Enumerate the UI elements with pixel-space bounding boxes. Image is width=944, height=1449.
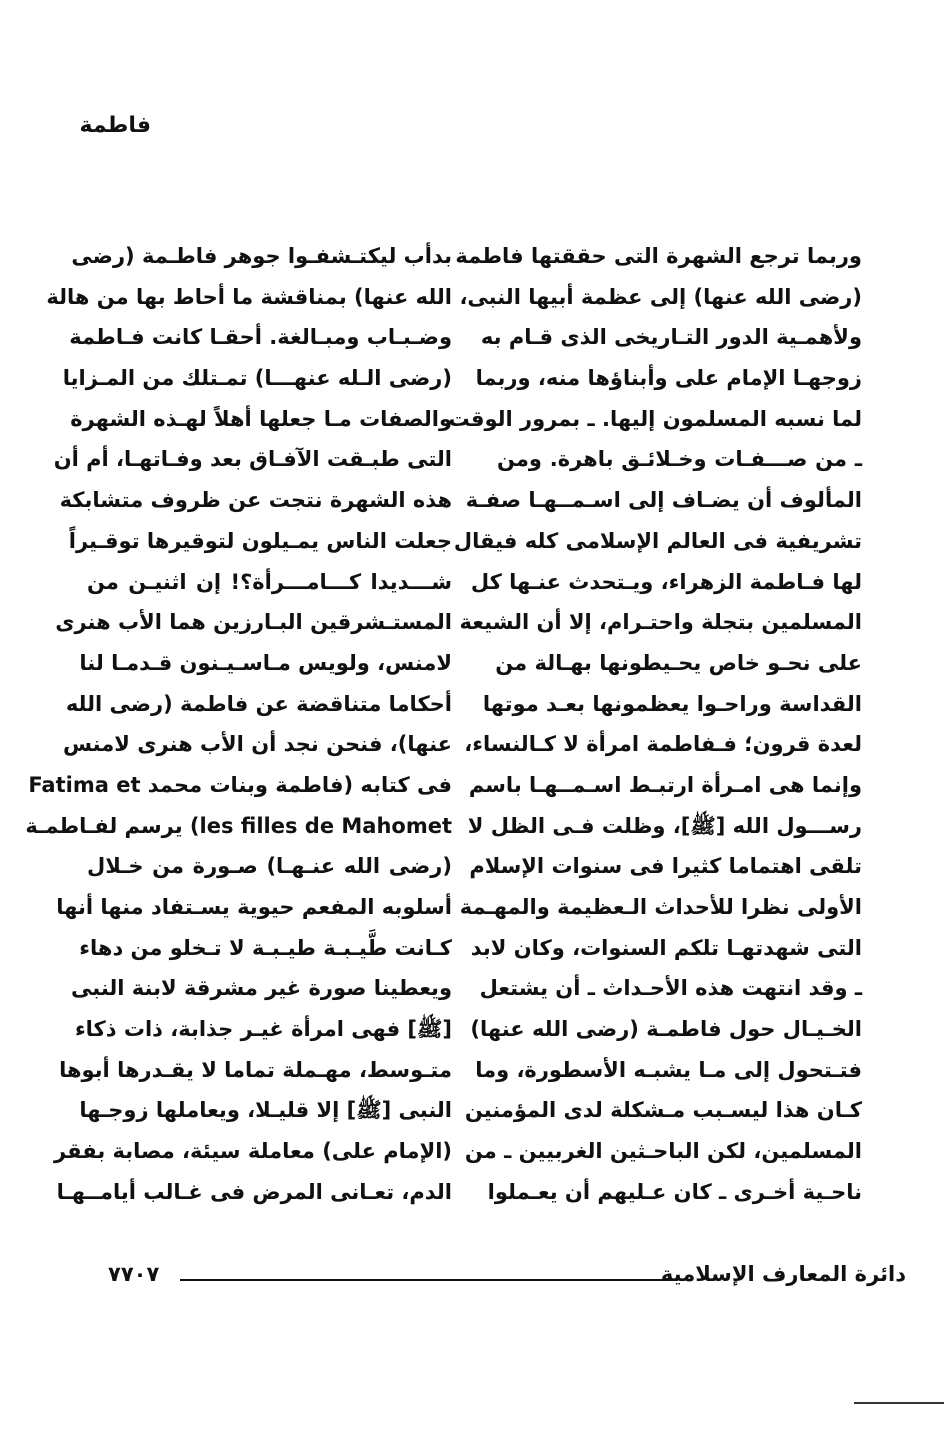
text-line: الله عنها) بمناقشة ما أحاط بها من هالة — [46, 284, 452, 309]
text-line: تشريفية فى العالم الإسلامى كله فيقال — [453, 528, 862, 553]
text-line: (رضى الله عنـهـا) صـورة من خـلال — [87, 854, 452, 879]
text-line: المسلمين بتجلة واحتـرام، إلا أن الشيعة — [459, 610, 862, 635]
text-line: زوجهـا الإمام على وأبناؤها منه، وربما — [475, 366, 862, 391]
footer-title: دائرة المعارف الإسلامية — [660, 1262, 906, 1286]
text-line: على نحـو خاص يحـيطونها بهـالة من — [495, 650, 862, 675]
text-line: فى كتابه (فاطمة وبنات محمد Fatima et — [28, 772, 452, 797]
text-line: فتـتحول إلى مـا يشبـه الأسطورة، وما — [475, 1057, 862, 1082]
text-line: بدأب ليكتـشفـوا جوهر فاطـمة (رضى — [71, 244, 452, 268]
text-line: لامنس، ولويس مـاسـيـنون قـدمـا لنا — [79, 650, 452, 675]
text-line: ولأهمـية الدور التـاريخى الذى قـام به — [480, 325, 862, 350]
text-line: النبى [ﷺ] إلا قليـلا، ويعاملها زوجـها — [79, 1098, 452, 1123]
text-line: لها فـاطمة الزهراء، ويـتحدث عنـها كل — [470, 569, 862, 594]
text-line: ويعطينا صورة غير مشرقة لابنة النبى — [71, 976, 452, 1001]
text-line: وربما ترجع الشهرة التى حققتها فاطمة — [455, 244, 862, 268]
text-line: عنها)، فنحن نجد أن الأب هنرى لامنس — [62, 732, 452, 757]
text-line: ناحـية أخـرى ـ كان عـليهم أن يعـملوا — [487, 1179, 862, 1204]
text-line: [ﷺ] فهى امرأة غيـر جذابة، ذات ذكاء — [74, 1017, 452, 1042]
text-line: والصفات مـا جعلها أهلاً لهـذه الشهرة — [70, 406, 452, 431]
text-line: وإنما هى امـرأة ارتبـط اسـمــهـا باسم — [468, 772, 862, 797]
text-line: أحكاما متناقضة عن فاطمة (رضى الله — [65, 691, 452, 716]
text-line: المألوف أن يضـاف إلى اسـمــهـا صفـة — [465, 488, 862, 513]
page-footer — [108, 1262, 906, 1292]
text-line: أسلوبه المفعم حيوية يسـتفاد منها أنها — [56, 895, 452, 919]
text-line: ـ وقد انتهت هذه الأحـداث ـ أن يشتعل — [479, 976, 862, 1001]
text-line: لعدة قرون؛ فـفاطمة امرأة لا كـالنساء، — [464, 732, 862, 757]
text-line: شـــديدا كـــامـــرأة؟! إن اثنيـن من — [87, 569, 452, 594]
running-head: فاطمة — [79, 113, 151, 138]
text-line: رســـول الله [ﷺ]، وظلت فـى الظل لا — [467, 813, 862, 838]
text-line: الأولى نظرا للأحداث الـعظيمة والمهـمة — [459, 895, 862, 919]
text-line: تلقى اهتماما كثيرا فى سنوات الإسلام — [469, 854, 862, 879]
text-line: (رضى الـله عنهـــا) تمـتلك من المـزايا — [62, 366, 452, 391]
text-line: متـوسط، مهـملة تماما لا يقـدرها أبوها — [59, 1057, 452, 1082]
text-line: المستـشرقين البـارزين هما الأب هنرى — [55, 610, 452, 635]
text-line: كـانت طَّيـبـة طيـبـة لا تـخلو من دهاء — [79, 935, 452, 960]
text-line: التى شهدتهـا تلكم السنوات، وكان لابد — [470, 935, 862, 960]
page-number: ٧٧٠٧ — [108, 1262, 160, 1286]
text-line: (الإمام على) معاملة سيئة، مصابة بفقر — [54, 1139, 452, 1164]
text-line: وضـبـاب ومبـالغة. أحقـا كانت فـاطمة — [69, 325, 452, 350]
text-line: كـان هذا ليسـبب مـشكلة لدى المؤمنين — [464, 1098, 862, 1123]
text-line: لما نسبه المسلمون إليها. ـ بمرور الوقت — [448, 406, 862, 431]
text-line: ـ من صـــفـات وخـلائـق باهرة. ومن — [497, 447, 862, 472]
text-line: les filles de Mahomet) يرسم لفـاطمـة — [25, 813, 452, 838]
text-line: هذه الشهرة نتجت عن ظروف متشابكة — [59, 488, 452, 513]
text-line: القداسة وراحـوا يعظمونها بعـد موتها — [482, 691, 862, 716]
text-line: المسلمين، لكن الباحـثين الغربيين ـ من — [464, 1139, 862, 1164]
text-line: الخـيـال حول فاطمـة (رضى الله عنها) — [470, 1017, 862, 1042]
footer-divider — [180, 1279, 678, 1281]
corner-divider — [854, 1402, 944, 1404]
text-column-right — [448, 236, 862, 1213]
text-line: الدم، تعـانى المرض فى غـالب أيامــهـا — [56, 1179, 452, 1204]
text-line: جعلت الناس يمـيلون لتوقيرها توقـيراً — [68, 528, 452, 553]
text-column-left — [25, 236, 452, 1213]
text-line: (رضى الله عنها) إلى عظمة أبيها النبى، — [459, 284, 862, 309]
text-line: التى طبـقت الآفـاق بعد وفـاتهـا، أم أن — [53, 447, 452, 472]
